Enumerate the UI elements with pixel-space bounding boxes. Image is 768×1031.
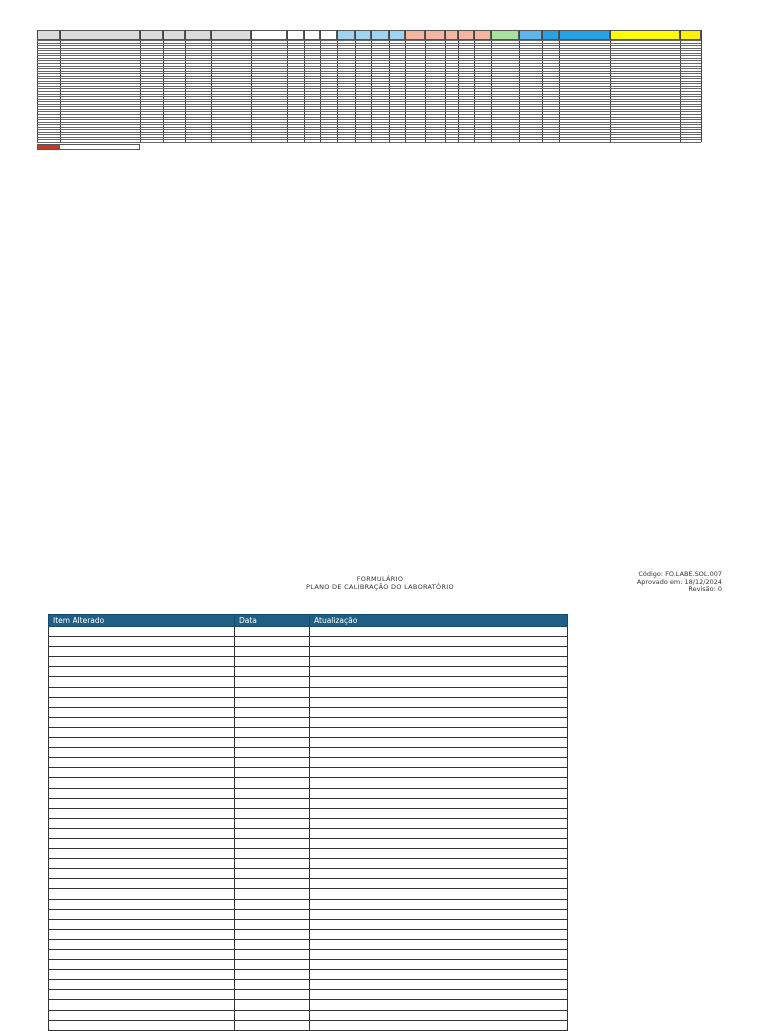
- item-cell[interactable]: [49, 828, 235, 838]
- item-cell[interactable]: [49, 849, 235, 859]
- update-cell[interactable]: [310, 627, 568, 637]
- item-cell[interactable]: [49, 1010, 235, 1020]
- table-row: [49, 768, 568, 778]
- sheet-row-line: [37, 71, 701, 72]
- header-atualizacao: Atualização: [310, 615, 568, 627]
- sheet-row-line: [37, 119, 701, 120]
- update-cell[interactable]: [310, 849, 568, 859]
- table-row: [49, 727, 568, 737]
- sheet-header-cell: [559, 30, 610, 40]
- date-cell[interactable]: [235, 939, 310, 949]
- date-cell[interactable]: [235, 838, 310, 848]
- date-cell[interactable]: [235, 919, 310, 929]
- update-cell[interactable]: [310, 929, 568, 939]
- table-row: [49, 849, 568, 859]
- sheet-header-cell: [140, 30, 163, 40]
- update-cell[interactable]: [310, 707, 568, 717]
- sheet-header-cell: [251, 30, 287, 40]
- date-cell[interactable]: [235, 738, 310, 748]
- table-row: [49, 909, 568, 919]
- sheet-header-cell: [371, 30, 389, 40]
- sheet-header-cell: [304, 30, 320, 40]
- item-cell[interactable]: [49, 788, 235, 798]
- table-row: [49, 950, 568, 960]
- form-revision: Revisão: 0: [688, 585, 722, 593]
- item-cell[interactable]: [49, 697, 235, 707]
- sheet-row-line: [37, 96, 701, 97]
- sheet-row-line: [37, 83, 701, 84]
- date-cell[interactable]: [235, 687, 310, 697]
- sheet-row-line: [37, 68, 701, 69]
- table-row: [49, 667, 568, 677]
- form-meta: [600, 571, 722, 594]
- table-row: [49, 647, 568, 657]
- form-title-line1: FORMULÁRIO: [356, 575, 404, 583]
- update-cell[interactable]: [310, 788, 568, 798]
- date-cell[interactable]: [235, 798, 310, 808]
- sheet-header-cell: [355, 30, 371, 40]
- sheet-header-cell: [211, 30, 251, 40]
- date-cell[interactable]: [235, 637, 310, 647]
- table-row: [49, 828, 568, 838]
- date-cell[interactable]: [235, 818, 310, 828]
- sheet-header-cell: [680, 30, 701, 40]
- table-row: [49, 758, 568, 768]
- sheet-row-line: [37, 114, 701, 115]
- date-cell[interactable]: [235, 980, 310, 990]
- sheet-row-line: [37, 117, 701, 118]
- sheet-row-line: [37, 58, 701, 59]
- item-cell[interactable]: [49, 939, 235, 949]
- item-cell[interactable]: [49, 929, 235, 939]
- date-cell[interactable]: [235, 960, 310, 970]
- sheet-header-cell: [458, 30, 474, 40]
- sheet-header-cell: [337, 30, 355, 40]
- date-cell[interactable]: [235, 647, 310, 657]
- update-cell[interactable]: [310, 899, 568, 909]
- sheet-header-cell: [163, 30, 185, 40]
- update-cell[interactable]: [310, 1020, 568, 1030]
- sheet-row-line: [37, 50, 701, 51]
- date-cell[interactable]: [235, 1010, 310, 1020]
- form-code: Código: FO.LABE.SOL.007: [638, 570, 722, 578]
- table-row: [49, 889, 568, 899]
- sheet-header-cell: [37, 30, 60, 40]
- item-cell[interactable]: [49, 889, 235, 899]
- revision-table: [48, 614, 568, 1031]
- sheet-header-cell: [320, 30, 337, 40]
- date-cell[interactable]: [235, 778, 310, 788]
- sheet-header-cell: [445, 30, 458, 40]
- table-row: [49, 960, 568, 970]
- date-cell[interactable]: [235, 677, 310, 687]
- table-row: [49, 748, 568, 758]
- date-cell[interactable]: [235, 1000, 310, 1010]
- table-row: [49, 657, 568, 667]
- update-cell[interactable]: [310, 869, 568, 879]
- table-row: [49, 808, 568, 818]
- table-row: [49, 859, 568, 869]
- legend-swatch: [38, 145, 60, 149]
- sheet-header-cell: [610, 30, 680, 40]
- sheet-header-cell: [185, 30, 211, 40]
- table-row: [49, 717, 568, 727]
- item-cell[interactable]: [49, 667, 235, 677]
- update-cell[interactable]: [310, 889, 568, 899]
- update-cell[interactable]: [310, 879, 568, 889]
- date-cell[interactable]: [235, 929, 310, 939]
- date-cell[interactable]: [235, 1020, 310, 1030]
- item-cell[interactable]: [49, 738, 235, 748]
- sheet-header-cell: [389, 30, 405, 40]
- sheet-row-line: [37, 43, 701, 44]
- table-row: [49, 798, 568, 808]
- item-cell[interactable]: [49, 869, 235, 879]
- date-cell[interactable]: [235, 869, 310, 879]
- sheet-row-line: [37, 132, 701, 133]
- update-cell[interactable]: [310, 808, 568, 818]
- item-cell[interactable]: [49, 838, 235, 848]
- date-cell[interactable]: [235, 849, 310, 859]
- sheet-row-line: [37, 76, 701, 77]
- sheet-header-cell: [60, 30, 140, 40]
- table-row: [49, 879, 568, 889]
- sheet-header-cell: [491, 30, 519, 40]
- sheet-header-cell: [542, 30, 559, 40]
- table-row: [49, 707, 568, 717]
- sheet-row-line: [37, 142, 701, 143]
- sheet-row-line: [37, 122, 701, 123]
- table-row: [49, 899, 568, 909]
- update-cell[interactable]: [310, 838, 568, 848]
- form-title: [290, 575, 470, 591]
- sheet-row-line: [37, 129, 701, 130]
- update-cell[interactable]: [310, 818, 568, 828]
- table-row: [49, 869, 568, 879]
- date-cell[interactable]: [235, 707, 310, 717]
- legend-box: [37, 144, 140, 150]
- update-cell[interactable]: [310, 970, 568, 980]
- item-cell[interactable]: [49, 1000, 235, 1010]
- update-cell[interactable]: [310, 960, 568, 970]
- update-cell[interactable]: [310, 637, 568, 647]
- update-cell[interactable]: [310, 657, 568, 667]
- item-cell[interactable]: [49, 909, 235, 919]
- update-cell[interactable]: [310, 717, 568, 727]
- table-row: [49, 778, 568, 788]
- sheet-row-line: [37, 63, 701, 64]
- item-cell[interactable]: [49, 677, 235, 687]
- sheet-row-line: [37, 91, 701, 92]
- date-cell[interactable]: [235, 828, 310, 838]
- sheet-row-line: [37, 104, 701, 105]
- date-cell[interactable]: [235, 768, 310, 778]
- item-cell[interactable]: [49, 758, 235, 768]
- date-cell[interactable]: [235, 667, 310, 677]
- sheet-row-line: [37, 109, 701, 110]
- sheet-row-line: [37, 45, 701, 46]
- item-cell[interactable]: [49, 980, 235, 990]
- item-cell[interactable]: [49, 960, 235, 970]
- item-cell[interactable]: [49, 950, 235, 960]
- date-cell[interactable]: [235, 970, 310, 980]
- date-cell[interactable]: [235, 808, 310, 818]
- sheet-header-cell: [287, 30, 304, 40]
- item-cell[interactable]: [49, 687, 235, 697]
- table-row: [49, 919, 568, 929]
- table-row: [49, 818, 568, 828]
- sheet-row-line: [37, 81, 701, 82]
- calibration-sheet: [37, 27, 701, 142]
- sheet-row-line: [37, 127, 701, 128]
- update-cell[interactable]: [310, 990, 568, 1000]
- sheet-row-line: [37, 53, 701, 54]
- update-cell[interactable]: [310, 1010, 568, 1020]
- sheet-row-line: [37, 88, 701, 89]
- item-cell[interactable]: [49, 859, 235, 869]
- sheet-row-line: [37, 94, 701, 95]
- sheet-row-line: [37, 78, 701, 79]
- update-cell[interactable]: [310, 758, 568, 768]
- table-row: [49, 838, 568, 848]
- update-cell[interactable]: [310, 859, 568, 869]
- update-cell[interactable]: [310, 697, 568, 707]
- update-cell[interactable]: [310, 727, 568, 737]
- date-cell[interactable]: [235, 859, 310, 869]
- sheet-row-line: [37, 60, 701, 61]
- table-row: [49, 1020, 568, 1030]
- sheet-header-cell: [519, 30, 542, 40]
- sheet-row-line: [37, 137, 701, 138]
- update-cell[interactable]: [310, 919, 568, 929]
- date-cell[interactable]: [235, 727, 310, 737]
- date-cell[interactable]: [235, 627, 310, 637]
- sheet-row-line: [37, 48, 701, 49]
- update-cell[interactable]: [310, 647, 568, 657]
- header-data: Data: [235, 615, 310, 627]
- update-cell[interactable]: [310, 909, 568, 919]
- table-row: [49, 627, 568, 637]
- table-row: [49, 980, 568, 990]
- update-cell[interactable]: [310, 950, 568, 960]
- update-cell[interactable]: [310, 687, 568, 697]
- item-cell[interactable]: [49, 748, 235, 758]
- sheet-row-line: [37, 66, 701, 67]
- date-cell[interactable]: [235, 950, 310, 960]
- sheet-row-line: [37, 73, 701, 74]
- sheet-row-line: [37, 99, 701, 100]
- sheet-row-line: [37, 55, 701, 56]
- date-cell[interactable]: [235, 697, 310, 707]
- item-cell[interactable]: [49, 637, 235, 647]
- table-row: [49, 788, 568, 798]
- update-cell[interactable]: [310, 738, 568, 748]
- sheet-row-line: [37, 106, 701, 107]
- table-row: [49, 990, 568, 1000]
- update-cell[interactable]: [310, 980, 568, 990]
- table-row: [49, 738, 568, 748]
- sheet-row-line: [37, 40, 701, 41]
- revision-table-header: [49, 615, 568, 627]
- item-cell[interactable]: [49, 798, 235, 808]
- sheet-grid-line: [701, 30, 702, 142]
- item-cell[interactable]: [49, 717, 235, 727]
- sheet-row-line: [37, 124, 701, 125]
- table-row: [49, 939, 568, 949]
- date-cell[interactable]: [235, 788, 310, 798]
- sheet-row-line: [37, 111, 701, 112]
- update-cell[interactable]: [310, 939, 568, 949]
- date-cell[interactable]: [235, 990, 310, 1000]
- date-cell[interactable]: [235, 717, 310, 727]
- update-cell[interactable]: [310, 748, 568, 758]
- date-cell[interactable]: [235, 909, 310, 919]
- table-row: [49, 970, 568, 980]
- date-cell[interactable]: [235, 657, 310, 667]
- form-title-line2: PLANO DE CALIBRAÇÃO DO LABORATÓRIO: [306, 583, 454, 591]
- table-row: [49, 1000, 568, 1010]
- update-cell[interactable]: [310, 677, 568, 687]
- sheet-row-line: [37, 101, 701, 102]
- date-cell[interactable]: [235, 889, 310, 899]
- item-cell[interactable]: [49, 778, 235, 788]
- update-cell[interactable]: [310, 778, 568, 788]
- table-row: [49, 677, 568, 687]
- update-cell[interactable]: [310, 1000, 568, 1010]
- item-cell[interactable]: [49, 990, 235, 1000]
- header-item-alterado: Item Alterado: [49, 615, 235, 627]
- date-cell[interactable]: [235, 748, 310, 758]
- item-cell[interactable]: [49, 899, 235, 909]
- table-row: [49, 637, 568, 647]
- item-cell[interactable]: [49, 768, 235, 778]
- table-row: [49, 1010, 568, 1020]
- sheet-row-line: [37, 86, 701, 87]
- update-cell[interactable]: [310, 828, 568, 838]
- item-cell[interactable]: [49, 818, 235, 828]
- update-cell[interactable]: [310, 798, 568, 808]
- sheet-header-cell: [405, 30, 425, 40]
- form-approved-date: Aprovado em: 18/12/2024: [636, 577, 722, 586]
- item-cell[interactable]: [49, 1020, 235, 1030]
- table-row: [49, 697, 568, 707]
- item-cell[interactable]: [49, 647, 235, 657]
- date-cell[interactable]: [235, 899, 310, 909]
- sheet-header-cell: [474, 30, 491, 40]
- update-cell[interactable]: [310, 667, 568, 677]
- sheet-row-line: [37, 134, 701, 135]
- item-cell[interactable]: [49, 970, 235, 980]
- table-row: [49, 929, 568, 939]
- date-cell[interactable]: [235, 758, 310, 768]
- item-cell[interactable]: [49, 727, 235, 737]
- table-row: [49, 687, 568, 697]
- item-cell[interactable]: [49, 808, 235, 818]
- sheet-header-cell: [425, 30, 445, 40]
- sheet-row-line: [37, 139, 701, 140]
- item-cell[interactable]: [49, 919, 235, 929]
- item-cell[interactable]: [49, 707, 235, 717]
- spreadsheet-page: [0, 0, 768, 480]
- item-cell[interactable]: [49, 657, 235, 667]
- update-cell[interactable]: [310, 768, 568, 778]
- item-cell[interactable]: [49, 627, 235, 637]
- date-cell[interactable]: [235, 879, 310, 889]
- item-cell[interactable]: [49, 879, 235, 889]
